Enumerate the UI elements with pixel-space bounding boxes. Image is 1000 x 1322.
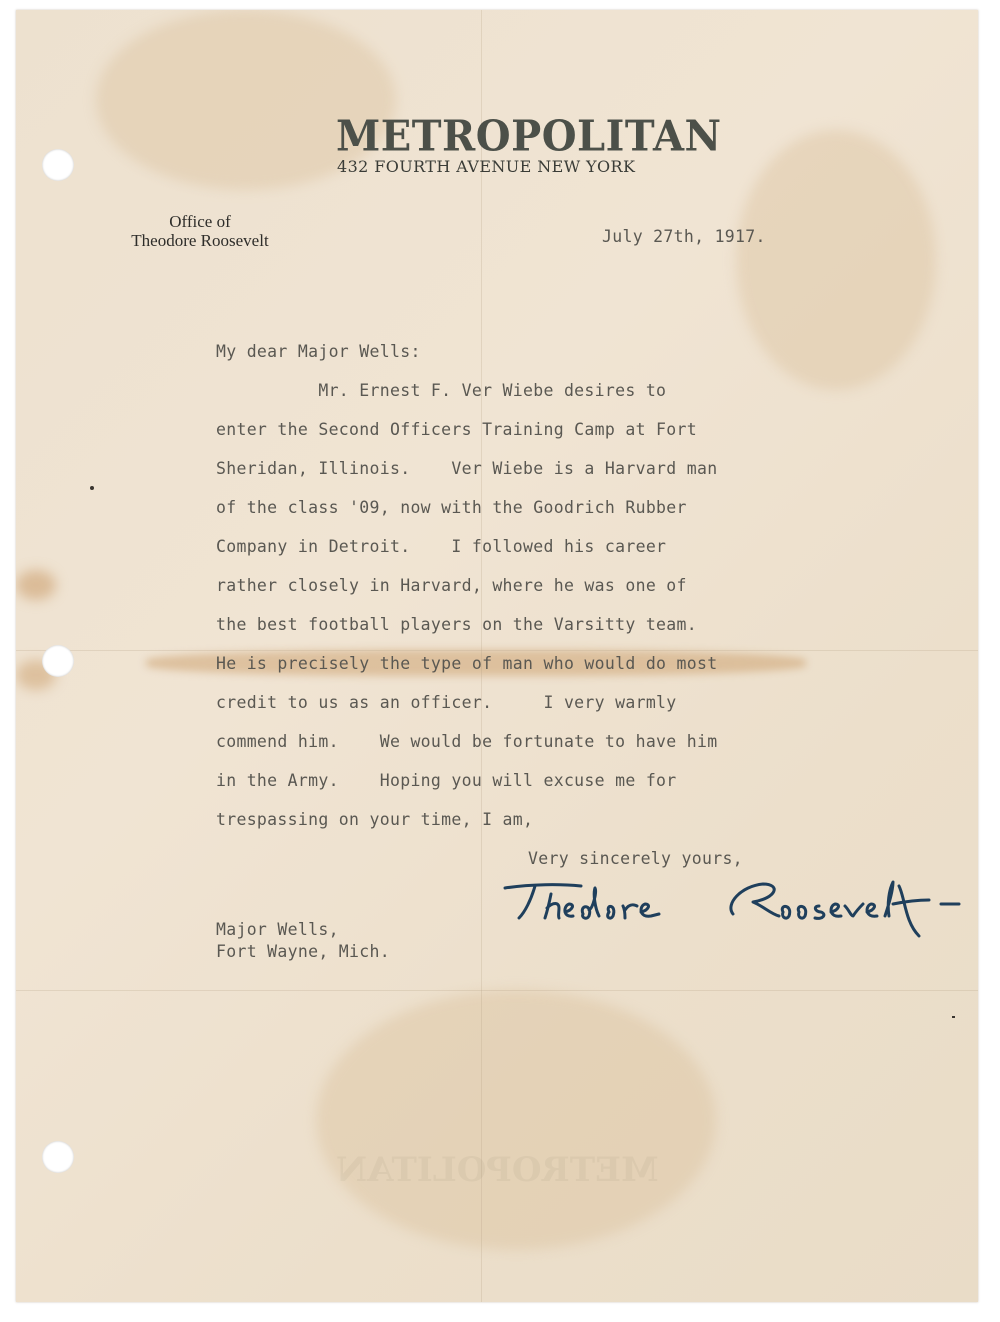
letter-page <box>16 10 978 1302</box>
body-line: credit to us as an officer. I very warmly <box>216 693 677 712</box>
body-line: Mr. Ernest F. Ver Wiebe desires to <box>216 381 667 400</box>
body-line: trespassing on your time, I am, <box>216 810 534 829</box>
body-line: Company in Detroit. I followed his career <box>216 537 667 556</box>
addressee-line-1: Major Wells, <box>216 920 339 939</box>
punch-hole <box>42 1141 74 1173</box>
edge-stain <box>16 570 56 600</box>
paper-stain <box>316 990 716 1250</box>
body-line: rather closely in Harvard, where he was one of <box>216 576 687 595</box>
ink-speck <box>90 486 94 490</box>
paper-stain <box>736 130 936 390</box>
fold-line <box>16 990 978 991</box>
body-line: enter the Second Officers Training Camp at Fort <box>216 420 697 439</box>
body-line: the best football players on the Varsitty team. <box>216 615 697 634</box>
body-line: in the Army. Hoping you will excuse me for <box>216 771 677 790</box>
punch-hole <box>42 149 74 181</box>
salutation: My dear Major Wells: <box>216 342 421 361</box>
body-line: He is precisely the type of man who would do most <box>216 654 718 673</box>
closing: Very sincerely yours, <box>528 849 743 868</box>
handwritten-signature <box>501 874 961 944</box>
ink-speck <box>952 1016 955 1018</box>
body-line: Sheridan, Illinois. Ver Wiebe is a Harvard man <box>216 459 718 478</box>
letterhead-address: 432 FOURTH AVENUE NEW YORK <box>337 157 636 176</box>
bleed-through-letterhead: METROPOLITAN <box>336 1150 659 1190</box>
office-line-2: Theodore Roosevelt <box>131 231 269 250</box>
addressee-line-2: Fort Wayne, Mich. <box>216 942 390 961</box>
office-block <box>116 212 284 250</box>
fold-line <box>16 650 978 651</box>
body-line: of the class '09, now with the Goodrich Rubber <box>216 498 687 517</box>
office-line-1: Office of <box>169 212 231 231</box>
punch-hole <box>42 645 74 677</box>
letterhead-title: METROPOLITAN <box>336 111 722 162</box>
letter-date: July 27th, 1917. <box>602 227 766 246</box>
body-line: commend him. We would be fortunate to have him <box>216 732 718 751</box>
